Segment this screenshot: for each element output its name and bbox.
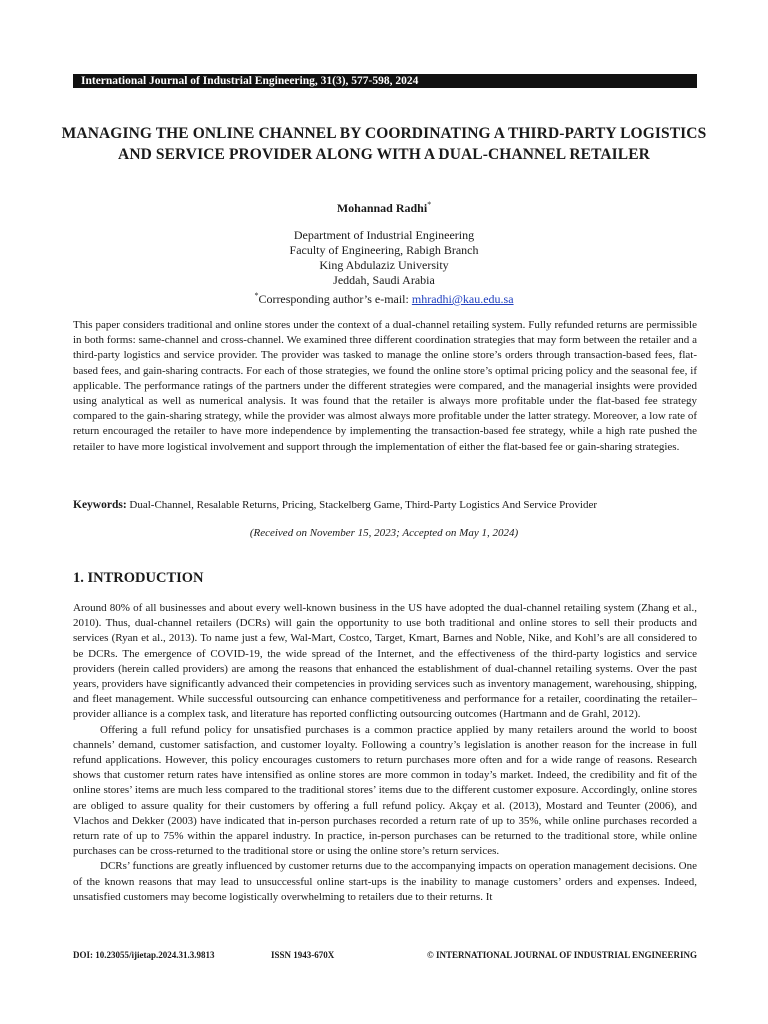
author-name: Mohannad Radhi	[336, 201, 428, 215]
section-heading: 1. INTRODUCTION	[73, 570, 204, 586]
keywords	[73, 498, 697, 513]
corr-mark: *	[254, 291, 259, 300]
author-line	[0, 200, 768, 216]
footer-issn: ISSN 1943-670X	[271, 950, 335, 960]
author-mark: *	[427, 200, 432, 209]
body-text	[73, 601, 697, 905]
journal-header-bar	[73, 74, 697, 88]
abstract: This paper considers traditional and online stores under the context of a dual-channel retailing system. Fully refunded returns are permissible in both forms: same-channel and cross-channel. We examined three different coordination strategies that may form between the retailer and a third-party logistics and service provider. The provider was tasked to manage the online store’s orders through transaction-based fees, flat-based fees, and gain-sharing contracts. For each of those strategies, we found the online store’s optimal pricing policy and the seasonal fee, if applicable. The performance ratings of the partners under the different strategies were compared, and the managerial insights were provided using analytical as well as numerical analysis. It was found that the retailer is always more profitable under the flat-based fee strategy compared to the gain-sharing strategy, while the provider was almost always more profitable under the latter strategy. Moreover, a low rate of return encouraged the retailer to have more independence by implementing the transaction-based fee strategy, while a high rate pushed the retailer to have more logistical involvement and support through the implementation of either the flat-based fee or gain-sharing strategies.	[73, 319, 697, 453]
journal-citation: International Journal of Industrial Engineering, 31(3), 577-598, 2024	[81, 75, 419, 87]
corresponding-author	[0, 288, 768, 307]
affiliation-line: Faculty of Engineering, Rabigh Branch	[289, 243, 479, 257]
paragraph: Offering a full refund policy for unsatisfied purchases is a common practice applied by many retailers around the world to boost channels’ demand, customer satisfaction, and customer loyalty. Following a country’s legislation is another reason for the increase in full refund applications. However, this policy encourages customers to return purchases more often and for a wide range of reasons. Research shows that customer return rates have intensified as online stores are more common in today’s market. Indeed, the credibility and fit of the online stores’ items are much less compared to the traditional stores’ items due to the different customer exposure. Accordingly, online stores are obliged to assure quality for their customers by offering a full refund policy. Akçay et al. (2013), Mostard and Teunter (2006), and Vlachos and Dekker (2003) have indicated that in-person purchases recorded a return rate of up to 35%, while online purchases recorded a return rate of up to 75% within the apparel industry. In practice, in-person purchases can be returned to the traditional store, while online purchases can be cross-returned to the traditional store or using the online store’s return services.	[73, 723, 697, 858]
affiliation-line: King Abdulaziz University	[319, 258, 449, 272]
affiliation-block	[0, 228, 768, 307]
paper-title: MANAGING THE ONLINE CHANNEL BY COORDINATING A THIRD-PARTY LOGISTICS AND SERVICE PROVIDER ALONG WITH A DUAL-CHANNEL RETAILER	[61, 125, 707, 163]
keywords-text: Dual-Channel, Resalable Returns, Pricing, Stackelberg Game, Third-Party Logistics And Service Provider	[126, 499, 598, 511]
paragraph: Around 80% of all businesses and about every well-known business in the US have adopted the dual-channel retailing system (Zhang et al., 2010). Thus, dual-channel retailers (DCRs) will gain the opportunity to use both traditional and online stores to sell their products and services (Ryan et al., 2013). To name just a few, Wal-Mart, Costco, Target, Kmart, Barnes and Noble, Nike, and Kohl’s are all considered to be DCRs. The emergence of COVID-19, the wide spread of the Internet, and the effectiveness of the third-party logistics and service providers (herein called providers) are among the reasons that enhanced the establishment of dual-channel retailing systems. Over the past years, providers have significantly advanced their competencies in providing services such as inventory management, warehousing, shipping, and fleet management. While successful outsourcing can enhance competitiveness and performance for a retailer, coordinating the retailer–provider alliance is a complex task, and literature has reported conflicting outsourcing outcomes (Hartmann and de Grahl, 2012).	[73, 602, 697, 721]
paragraph: DCRs’ functions are greatly influenced by customer returns due to the accompanying impacts on operation management decisions. One of the known reasons that may lead to unsuccessful online start-ups is the inability to manage customers’ orders and expenses. Indeed, unsatisfied customers may become logistically overwhelming to retailers due to their returns. It	[73, 860, 697, 903]
affiliation-line: Jeddah, Saudi Arabia	[333, 273, 435, 287]
affiliation-line: Department of Industrial Engineering	[293, 228, 475, 242]
footer-copyright: © INTERNATIONAL JOURNAL OF INDUSTRIAL ENGINEERING	[426, 950, 697, 960]
footer-doi: DOI: 10.23055/ijietap.2024.31.3.9813	[73, 950, 215, 960]
page-footer	[73, 950, 697, 964]
email-link[interactable]: mhradhi@kau.edu.sa	[411, 292, 514, 306]
keywords-label: Keywords:	[73, 499, 127, 511]
corr-label: Corresponding author’s e-mail:	[258, 292, 412, 306]
received-dates: (Received on November 15, 2023; Accepted on May 1, 2024)	[249, 527, 519, 539]
